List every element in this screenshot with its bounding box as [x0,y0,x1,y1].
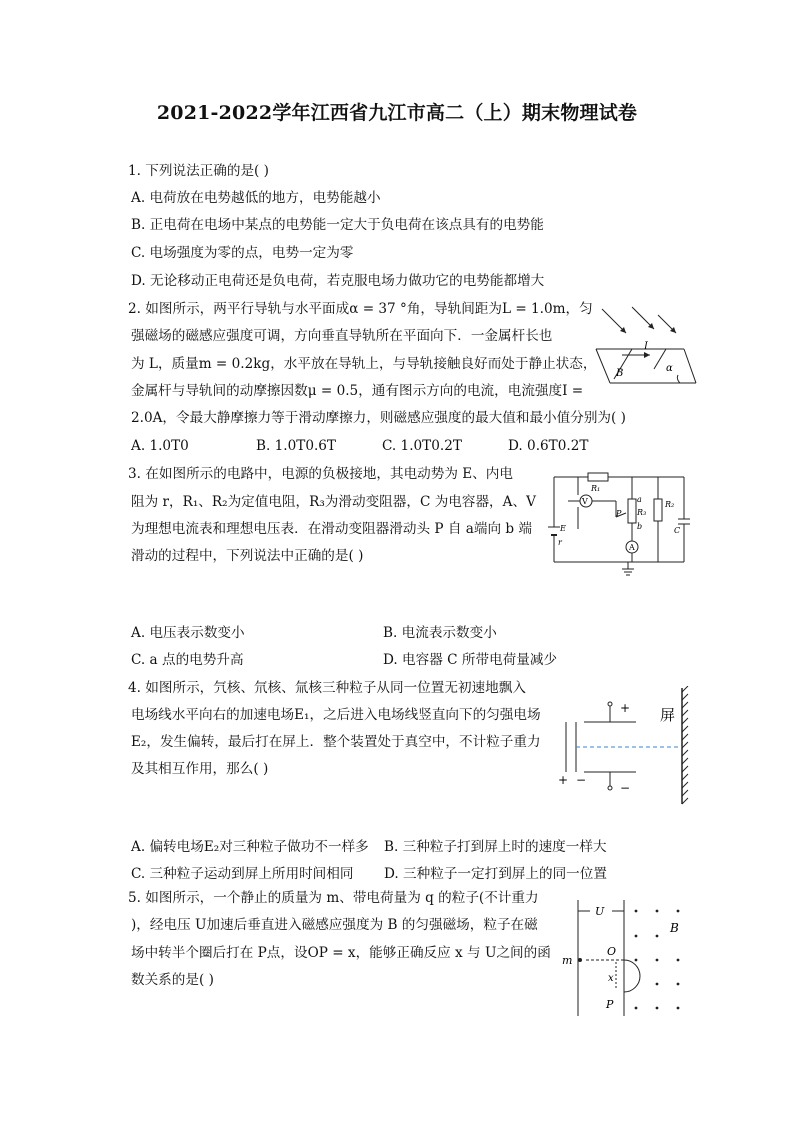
question-stem-line: 2. 如图所示，两平行导轨与水平面成α = 37 °角，导轨间距为L = 1.0m，匀 [128,301,593,317]
terminal-b-label: b [637,522,643,531]
question-stem-line: 3. 在如图所示的电路中，电源的负极接地，其电动势为 E、内电 [128,466,513,482]
left-plate-sign: + [558,773,569,787]
field-label: B [670,921,679,935]
question-stem-line: 阻为 r，R₁、R₂为定值电阻，R₃为滑动变阻器，C 为电容器，A、V [131,494,536,510]
option-b: B. 1.0T0.6T [256,438,337,454]
resistor-r3 [628,499,636,523]
voltage-label: U [595,905,605,918]
particle-dot [578,958,582,962]
question-stem-line: 金属杆与导轨间的动摩擦因数μ = 0.5，通有图示方向的电流，电流强度I = [131,383,584,399]
inclined-rails-figure [592,305,702,387]
bottom-plate-sign: − [620,781,631,795]
screen-hatch [682,694,688,700]
question-stem-line: 为 L，质量m = 0.2kg，水平放在导轨上，与导轨接触良好而处于静止状态， [131,356,597,372]
question-stem-line: 数关系的是( ) [131,972,214,988]
resistor-r2 [654,499,662,521]
question-stem-line: 场中转半个圈后打在 P点，设OP = x，能够正确反应 x 与 U之间的函 [131,945,551,961]
right-plate-sign: − [576,773,587,787]
terminal-node [608,786,612,790]
angle-label: α [666,363,673,374]
screen-hatch [682,742,688,748]
option-d: D. 0.6T0.2T [508,438,589,454]
field-dot [656,935,659,938]
field-dot [635,910,638,913]
option-a: A. 电荷放在电势越低的地方，电势能越小 [131,190,381,206]
r2-label: R₂ [665,500,675,509]
screen-hatch [682,734,688,740]
field-dot [677,983,680,986]
field-dot [635,935,638,938]
field-dot [677,959,680,962]
question-stem-line: 为理想电流表和理想电压表．在滑动变阻器滑动头 P 自 a端向 b 端 [131,521,532,537]
field-label: B [616,368,624,379]
terminal-node [608,702,612,706]
screen-hatch [682,702,688,708]
question-stem-line: 4. 如图所示，氕核、氘核、氚核三种粒子从同一位置无初速地飘入 [128,680,526,696]
field-dot [656,1007,659,1010]
right-rail-line [684,349,696,383]
option-a: A. 偏转电场E₂对三种粒子做功不一样多 [131,839,369,855]
screen-hatch [682,726,688,732]
angle-arc [677,375,680,383]
point-p-label: P [606,998,614,1011]
option-b: B. 三种粒子打到屏上时的速度一样大 [384,839,607,855]
field-dot [656,983,659,986]
field-dot [635,1007,638,1010]
question-stem-line: 强磁场的磁感应强度可调，方向垂直导轨所在平面向下．一金属杆长也 [131,328,553,344]
top-plate-sign: + [620,701,631,715]
question-stem-line: 5. 如图所示，一个静止的质量为 m、带电荷量为 q 的粒子(不计重力 [128,890,539,906]
field-line [654,349,666,369]
screen-hatch [682,774,688,780]
mass-label: m [562,954,573,967]
emf-label: E [560,524,566,533]
option-c: C. 1.0T0.2T [382,438,462,454]
question-stem-line: 电场线水平向右的加速电场E₁，之后进入电场线竖直向下的匀强电场 [131,707,541,723]
page-title: 2021-2022学年江西省九江市高二（上）期末物理试卷 [156,102,638,124]
current-arrowhead [644,352,650,358]
distance-x-label: x [608,973,614,984]
option-d: D. 三种粒子一定打到屏上的同一位置 [384,866,607,882]
r1-label: R₁ [591,484,601,493]
field-dot [656,910,659,913]
question-stem: 1. 下列说法正确的是( ) [128,163,269,179]
particle-arc [624,960,640,992]
field-dot [677,910,680,913]
ammeter-label: A [629,543,635,552]
question-stem-line: E₂，发生偏转，最后打在屏上．整个装置处于真空中，不计粒子重力 [131,734,541,750]
deflection-apparatus-figure [556,686,696,806]
r3-label: R₃ [637,508,647,517]
screen-label: 屏 [660,706,676,724]
field-dot [677,1007,680,1010]
screen-hatch [682,782,688,788]
voltmeter-label: V [582,497,588,506]
magnetic-field-figure [560,900,700,1018]
capacitor-label: C [674,526,681,535]
circuit-figure [544,469,696,577]
option-c: C. a 点的电势升高 [131,652,244,668]
screen-hatch [682,710,688,716]
field-dot [656,959,659,962]
question-stem-line: 2.0A，令最大静摩擦力等于滑动摩擦力，则磁感应强度的最大值和最小值分别为( ) [131,410,626,426]
option-a: A. 1.0T0 [131,438,189,454]
option-b: B. 电流表示数变小 [383,625,497,641]
current-label: I [644,341,648,352]
field-dot [635,959,638,962]
screen-hatch [682,718,688,724]
screen-hatch [682,766,688,772]
question-stem-line: 滑动的过程中，下列说法中正确的是( ) [131,548,364,564]
option-c: C. 三种粒子运动到屏上所用时间相同 [131,866,354,882]
question-stem-line: 及其相互作用，那么( ) [131,761,269,777]
option-d: D. 电容器 C 所带电荷量减少 [383,652,558,668]
screen-hatch [682,686,688,692]
option-c: C. 电场强度为零的点，电势一定为零 [131,245,354,261]
left-rail-line [596,349,610,383]
screen-hatch [682,790,688,796]
resistor-r1 [588,473,608,481]
point-o-label: O [607,945,617,958]
option-d: D. 无论移动正电荷还是负电荷，若克服电场力做功它的电势能都增大 [131,273,545,289]
option-a: A. 电压表示数变小 [131,625,245,641]
terminal-a-label: a [637,495,642,504]
option-b: B. 正电荷在电场中某点的电势能一定大于负电荷在该点具有的电势能 [131,217,544,233]
internal-resistance-label: r [558,538,562,547]
screen-hatch [682,758,688,764]
screen-hatch [682,798,688,804]
slider-label: P [616,509,622,518]
question-stem-line: )，经电压 U加速后垂直进入磁感应强度为 B 的匀强磁场，粒子在磁 [131,917,538,933]
screen-hatch [682,750,688,756]
